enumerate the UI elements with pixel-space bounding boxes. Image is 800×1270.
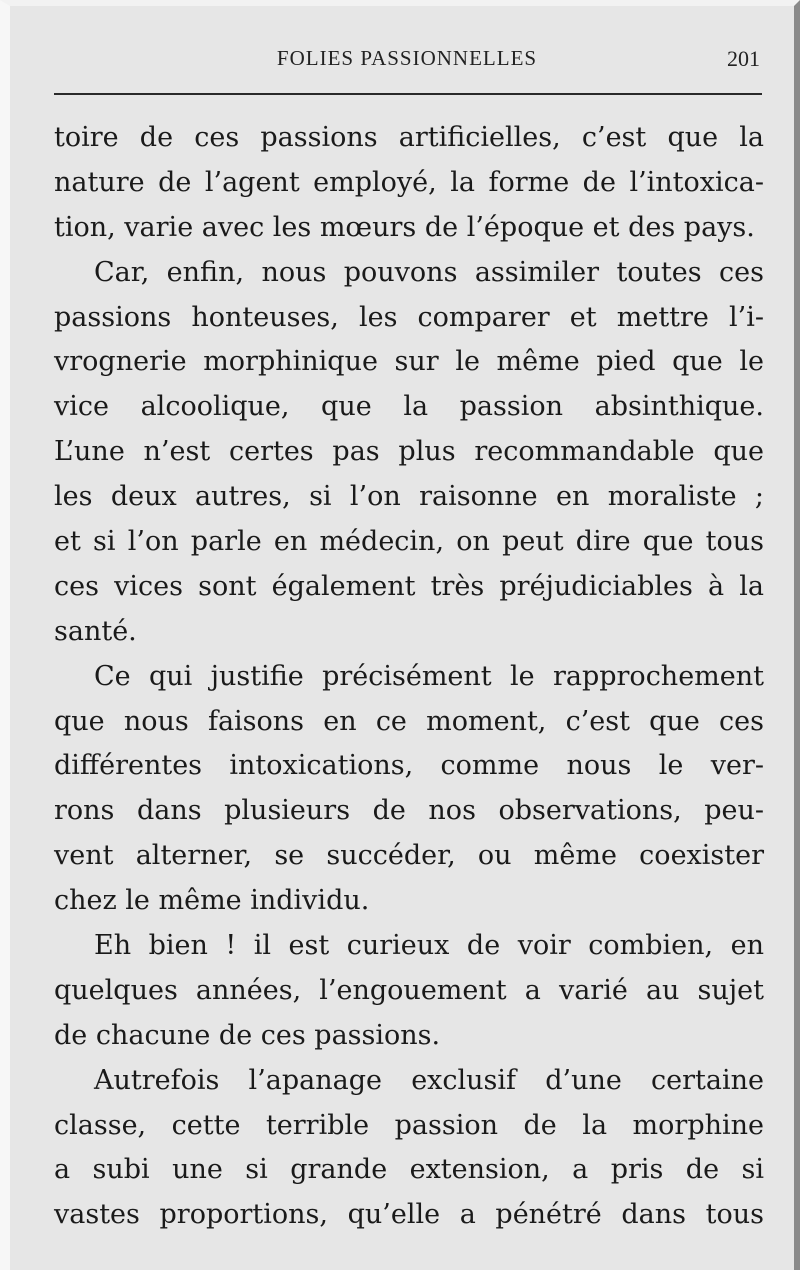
text-line: Ce qui justifie précisément le rapprochement (94, 660, 764, 692)
text-line: a subi une si grande extension, a pris de si (54, 1154, 764, 1186)
text-line: classe, cette terrible passion de la morphine (54, 1109, 764, 1141)
text-line: les deux autres, si l’on raisonne en moraliste ; (54, 481, 764, 513)
text-line: nature de l’agent employé, la forme de l’intoxica- (54, 166, 764, 198)
text-line: rons dans plusieurs de nos observations, peu- (54, 795, 764, 827)
text-line: santé. (54, 615, 137, 647)
text-line: et si l’on parle en médecin, on peut dire que tous (54, 526, 764, 558)
page-header (54, 46, 760, 82)
text-line: que nous faisons en ce moment, c’est que ces (54, 705, 764, 737)
page-number: 201 (727, 46, 760, 71)
text-line: vice alcoolique, que la passion absinthique. (54, 391, 764, 423)
text-line: vastes proportions, qu’elle a pénétré dans tous (54, 1199, 764, 1231)
text-line: de chacune de ces passions. (54, 1019, 441, 1051)
text-line: toire de ces passions artificielles, c’est que la (54, 122, 764, 153)
text-line: vent alterner, se succéder, ou même coexister (54, 840, 764, 872)
running-title: FOLIES PASSIONNELLES (276, 46, 538, 70)
text-line: L’une n’est certes pas plus recommandable que (54, 436, 764, 468)
text-line: Autrefois l’apanage exclusif d’une certaine (94, 1064, 764, 1096)
text-line: tion, varie avec les mœurs de l’époque et des pays. (54, 211, 755, 243)
text-line: Car, enfin, nous pouvons assimiler toutes ces (94, 256, 764, 288)
text-line: Eh bien ! il est curieux de voir combien, en (94, 930, 764, 962)
body-text (54, 116, 764, 1238)
text-line: ces vices sont également très préjudiciables à la (54, 570, 764, 602)
text-line: vrognerie morphinique sur le même pied que le (54, 346, 764, 378)
text-line: différentes intoxications, comme nous le ver- (54, 750, 764, 782)
header-rule (54, 93, 762, 95)
text-line: quelques années, l’engouement a varié au sujet (54, 974, 764, 1006)
text-line: passions honteuses, les comparer et mettre l’i- (54, 301, 764, 333)
text-line: chez le même individu. (54, 885, 370, 917)
